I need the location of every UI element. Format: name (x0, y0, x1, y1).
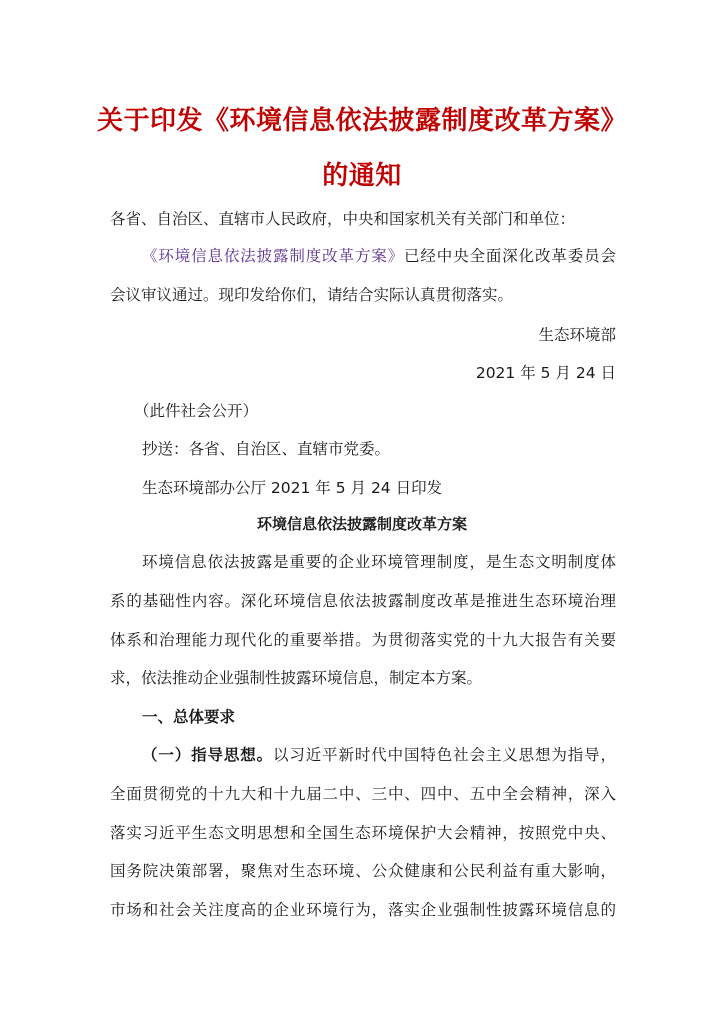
guiding-principle-line-5: 市场和社会关注度高的企业环境行为，落实企业强制性披露环境信息的 (110, 901, 616, 919)
notice-body-line-1-text: 已经中央全面深化改革委员会 (403, 247, 616, 265)
plan-title-link[interactable]: 《环境信息依法披露制度改革方案》 (142, 247, 404, 265)
intro-line-2: 系的基础性内容。深化环境信息依法披露制度改革是推进生态环境治理 (110, 592, 616, 610)
intro-line-4: 求，依法推动企业强制性披露环境信息，制定本方案。 (110, 669, 483, 687)
public-note: （此件社会公开） (134, 402, 259, 420)
guiding-principle-line-1 (142, 744, 616, 766)
guiding-principle-line-2: 全面贯彻党的十九大和十九届二中、三中、四中、五中全会精神，深入 (110, 785, 616, 803)
plan-title: 环境信息依法披露制度改革方案 (256, 515, 467, 533)
notice-body-line-2: 会议审议通过。现印发给你们，请结合实际认真贯彻落实。 (110, 286, 514, 304)
cc-line: 抄送：各省、自治区、直辖市党委。 (142, 440, 391, 458)
notice-title-line-1: 关于印发《环境信息依法披露制度改革方案》 (96, 106, 627, 136)
issuer-signature: 生态环境部 (538, 326, 616, 344)
notice-title-line-2: 的通知 (322, 161, 402, 191)
salutation: 各省、自治区、直辖市人民政府，中央和国家机关有关部门和单位： (110, 210, 576, 228)
section-1-heading: 一、总体要求 (142, 708, 236, 726)
notice-body-line-1 (142, 245, 616, 267)
signature-date: 2021 年 5 月 24 日 (475, 364, 616, 382)
intro-line-1: 环境信息依法披露是重要的企业环境管理制度，是生态文明制度体 (142, 553, 616, 571)
guiding-principle-line-4: 国务院决策部署，聚焦对生态环境、公众健康和公民利益有重大影响， (110, 862, 616, 880)
guiding-principle-line-3: 落实习近平生态文明思想和全国生态环境保护大会精神，按照党中央、 (110, 824, 616, 842)
intro-line-3: 体系和治理能力现代化的重要举措。为贯彻落实党的十九大报告有关要 (110, 631, 616, 649)
issue-line: 生态环境部办公厅 2021 年 5 月 24 日印发 (142, 479, 443, 497)
guiding-principle-line-1-text: 以习近平新时代中国特色社会主义思想为指导， (273, 746, 616, 764)
guiding-principle-label: （一）指导思想。 (142, 745, 273, 764)
